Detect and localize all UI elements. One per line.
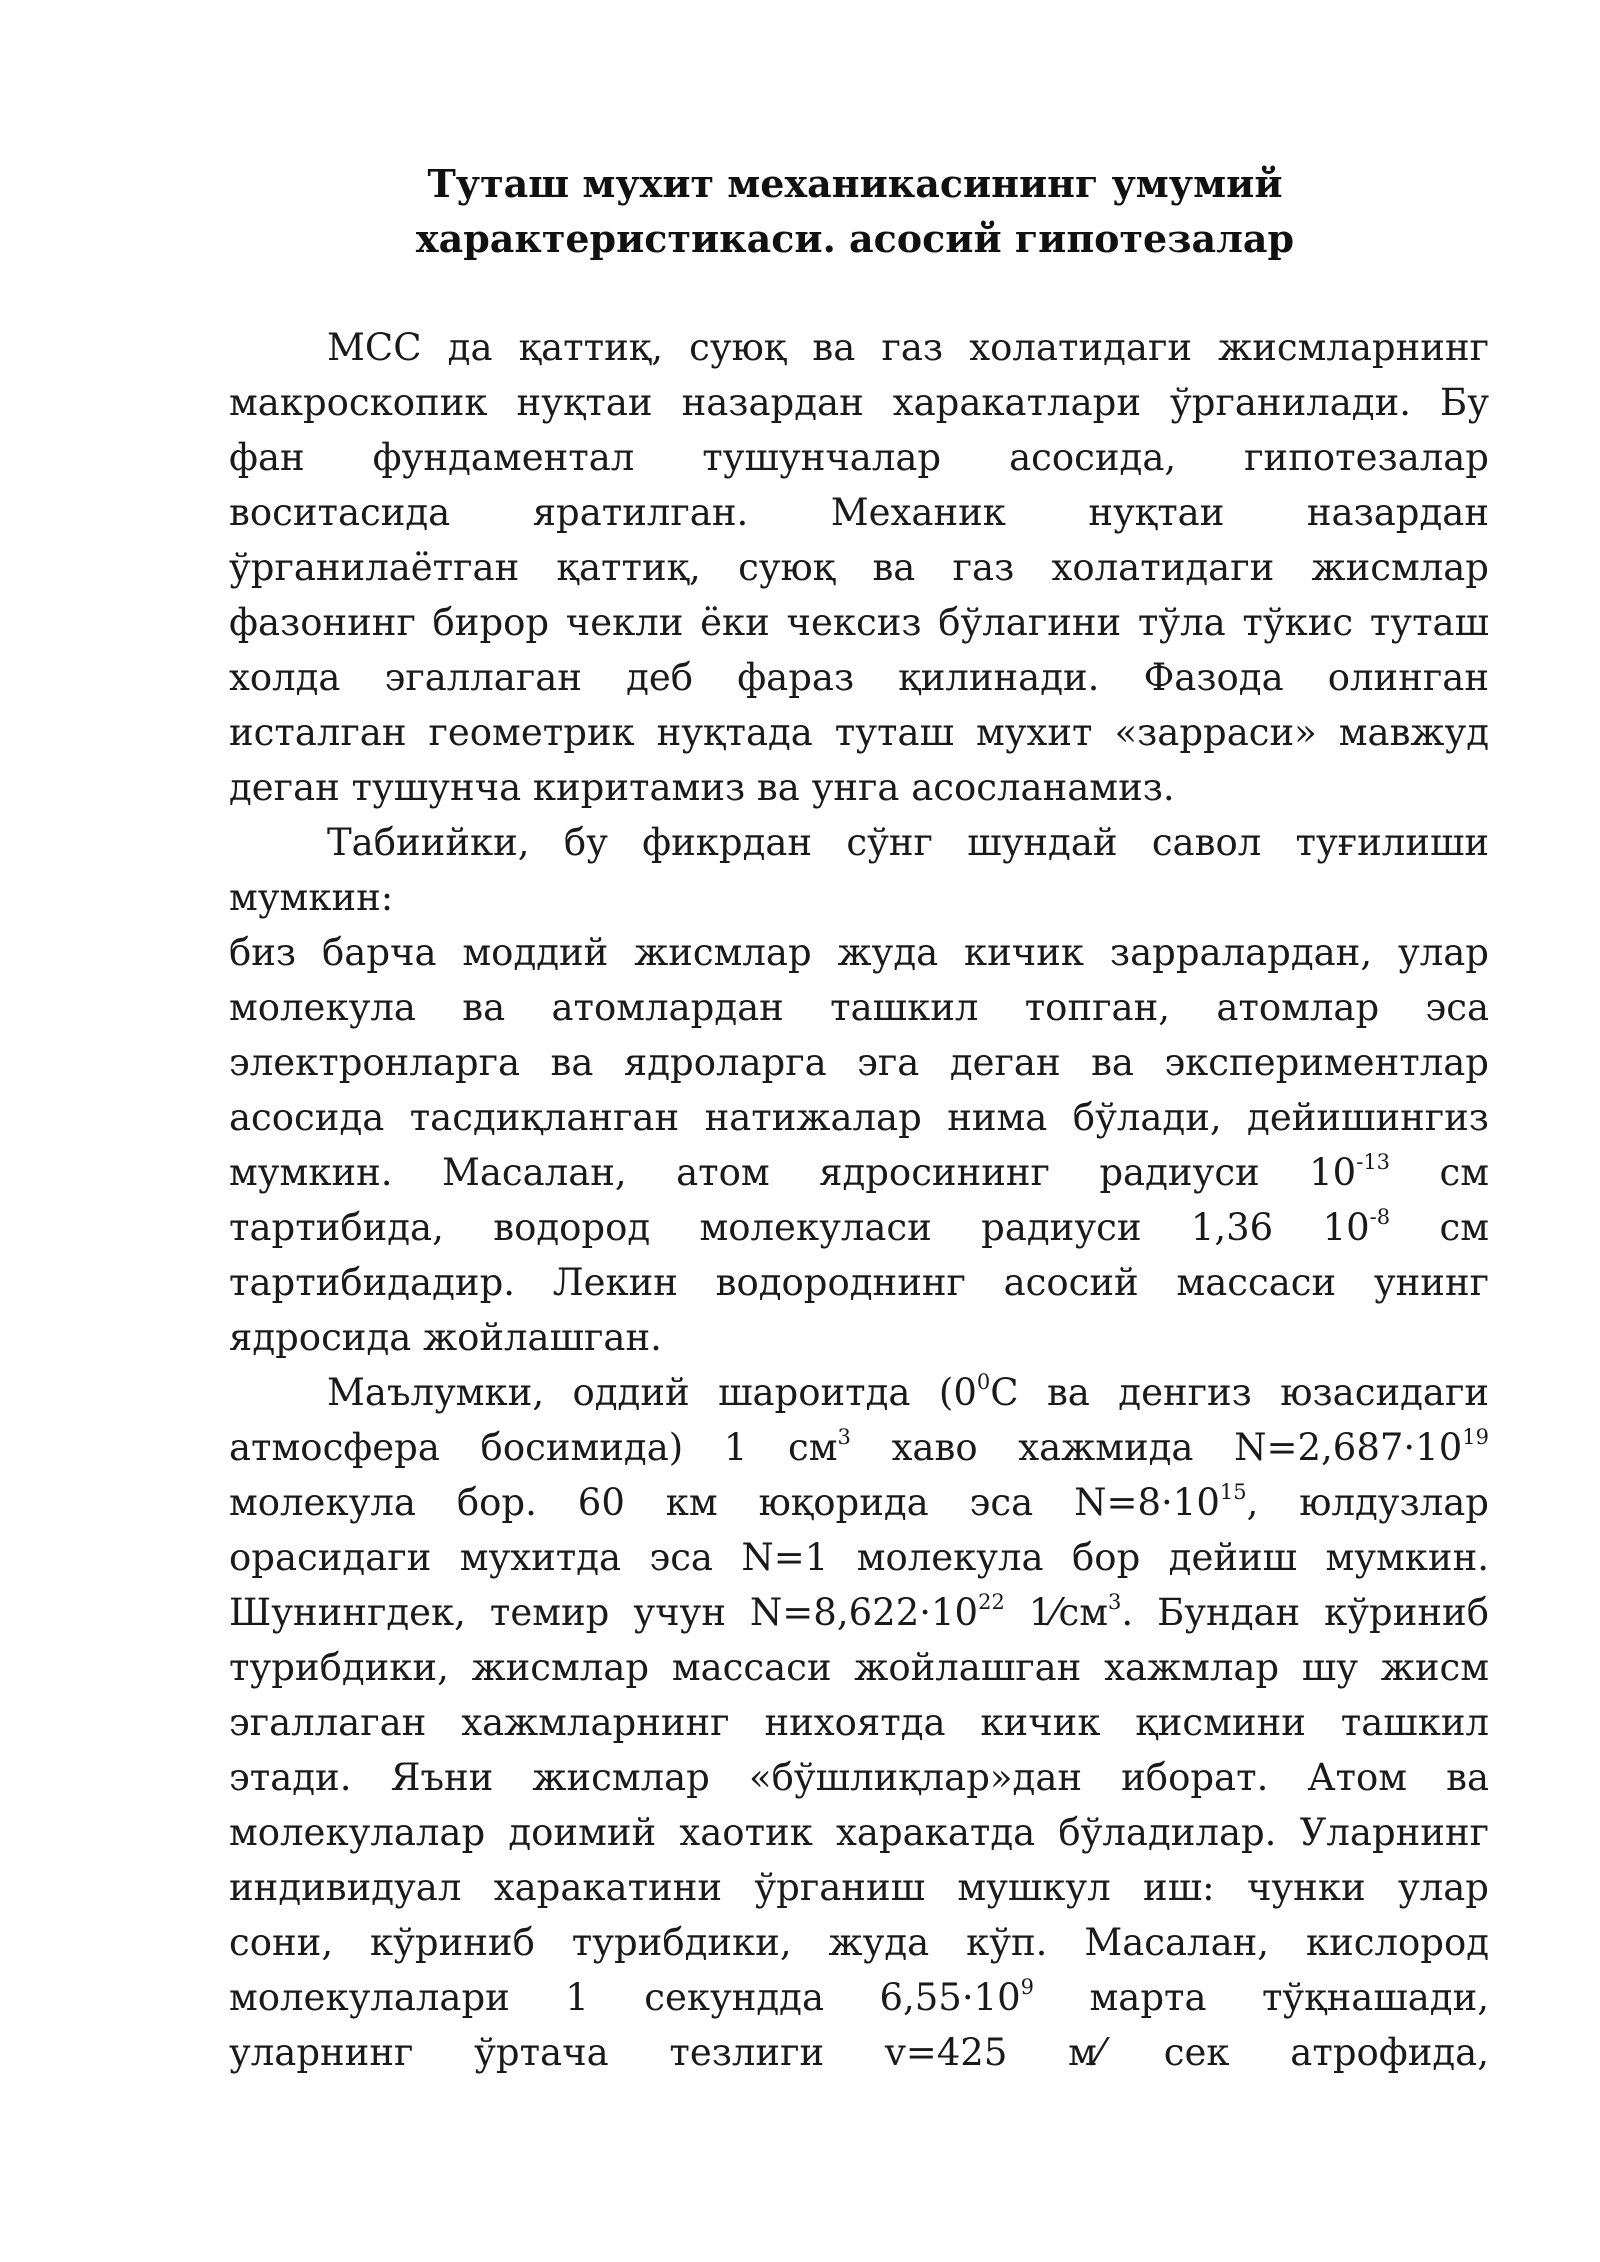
- text-fragment: 1⁄см: [1004, 1591, 1108, 1634]
- text-line: орасидаги мухитда эса N=1 молекула бор дейиш мумкин.: [229, 1536, 1489, 1579]
- text-fragment: см: [1439, 1206, 1489, 1249]
- text-fragment: марта тўқнашади,: [1089, 1976, 1489, 2019]
- text-line: исталган геометрик нуқтада туташ мухит «зарраси» мавжуд: [229, 711, 1489, 754]
- text-line: ядросида жойлашган.: [229, 1316, 662, 1359]
- text-fragment: Шунингдек, темир учун N=8,622·10: [229, 1591, 979, 1634]
- text-fragment: , юлдузлар: [1246, 1481, 1489, 1524]
- superscript: 19: [1462, 1424, 1489, 1449]
- text-line: [229, 1585, 1489, 1640]
- text-line: уларнинг ўртача тезлиги v=425 м⁄ сек атрофида,: [229, 2031, 1489, 2074]
- paragraph: [229, 815, 1489, 925]
- text-line: этади. Яъни жисмлар «бўшлиқлар»дан иборат. Атом ва: [229, 1756, 1489, 1799]
- text-line: Табиийки, бу фикрдан сўнг шундай савол туғилиши: [327, 821, 1489, 864]
- text-line: макроскопик нуқтаи назардан харакатлари ўрганилади. Бу: [229, 381, 1489, 424]
- superscript: 15: [1219, 1479, 1247, 1504]
- text-fragment: молекулалари 1 секундда 6,55·10: [229, 1976, 1021, 2019]
- text-line: [229, 1970, 1489, 2025]
- paragraph: [229, 1365, 1489, 2080]
- superscript: 3: [1108, 1589, 1122, 1614]
- text-fragment: см: [1439, 1151, 1489, 1194]
- text-line: индивидуал харакатини ўрганиш мушкул иш: чунки улар: [229, 1866, 1489, 1909]
- document-body: [229, 320, 1489, 2080]
- text-line: [229, 1145, 1489, 1200]
- text-line: сони, кўриниб турибдики, жуда кўп. Масалан, кислород: [229, 1921, 1489, 1964]
- text-line: биз барча моддий жисмлар жуда кичик зарралардан, улар: [229, 931, 1489, 974]
- text-line: молекулалар доимий хаотик харакатда бўладилар. Уларнинг: [229, 1811, 1489, 1854]
- superscript: 3: [837, 1424, 851, 1449]
- title-line: Туташ мухит механикасининг умумий: [427, 161, 1283, 206]
- text-line: ўрганилаётган қаттиқ, суюқ ва газ холатидаги жисмлар: [229, 546, 1489, 589]
- text-line: [229, 1365, 1489, 1420]
- text-line: [229, 1475, 1489, 1530]
- text-line: мумкин:: [229, 876, 394, 919]
- text-line: фан фундаментал тушунчалар асосида, гипотезалар: [229, 436, 1489, 479]
- text-line: холда эгаллаган деб фараз қилинади. Фазода олинган: [229, 656, 1489, 699]
- text-fragment: тартибида, водород молекуласи радиуси 1,36 10: [229, 1206, 1370, 1249]
- text-fragment: атмосфера босимида) 1 см: [229, 1426, 838, 1469]
- superscript: -13: [1356, 1149, 1391, 1174]
- paragraph: [229, 925, 1489, 1365]
- text-fragment: хаво хажмида N=2,687·10: [891, 1426, 1463, 1469]
- superscript: 9: [1020, 1974, 1035, 1999]
- superscript: -8: [1369, 1204, 1391, 1229]
- paragraph: [229, 320, 1489, 815]
- text-fragment: . Бундан кўриниб: [1121, 1591, 1489, 1634]
- text-line: тартибидадир. Лекин водороднинг асосий массаси унинг: [229, 1261, 1489, 1304]
- text-line: МСС да қаттиқ, суюқ ва газ холатидаги жисмларнинг: [327, 326, 1489, 369]
- text-line: молекула ва атомлардан ташкил топган, атомлар эса: [229, 986, 1489, 1029]
- document-title: [200, 156, 1510, 266]
- title-line: характеристикаси. асосий гипотезалар: [415, 216, 1295, 261]
- text-line: эгаллаган хажмларнинг нихоятда кичик қисмини ташкил: [229, 1701, 1489, 1744]
- text-line: деган тушунча киритамиз ва унга асосланамиз.: [229, 766, 1175, 809]
- text-line: воситасида яратилган. Механик нуқтаи назардан: [229, 491, 1489, 534]
- text-line: фазонинг бирор чекли ёки чексиз бўлагини тўла тўкис туташ: [229, 601, 1489, 644]
- text-fragment: Маълумки, оддий шароитда (0: [327, 1371, 977, 1414]
- text-fragment: молекула бор. 60 км юқорида эса N=8·10: [229, 1481, 1220, 1524]
- text-fragment: мумкин. Масалан, атом ядросининг радиуси 10: [229, 1151, 1357, 1194]
- text-line: турибдики, жисмлар массаси жойлашган хажмлар шу жисм: [229, 1646, 1489, 1689]
- text-fragment: С ва денгиз юзасидаги: [990, 1371, 1489, 1414]
- text-line: асосида тасдиқланган натижалар нима бўлади, дейишингиз: [229, 1096, 1489, 1139]
- superscript: 22: [978, 1589, 1005, 1614]
- superscript: 0: [976, 1369, 991, 1394]
- text-line: [229, 1420, 1489, 1475]
- text-line: электронларга ва ядроларга эга деган ва экспериментлар: [229, 1041, 1489, 1084]
- text-line: [229, 1200, 1489, 1255]
